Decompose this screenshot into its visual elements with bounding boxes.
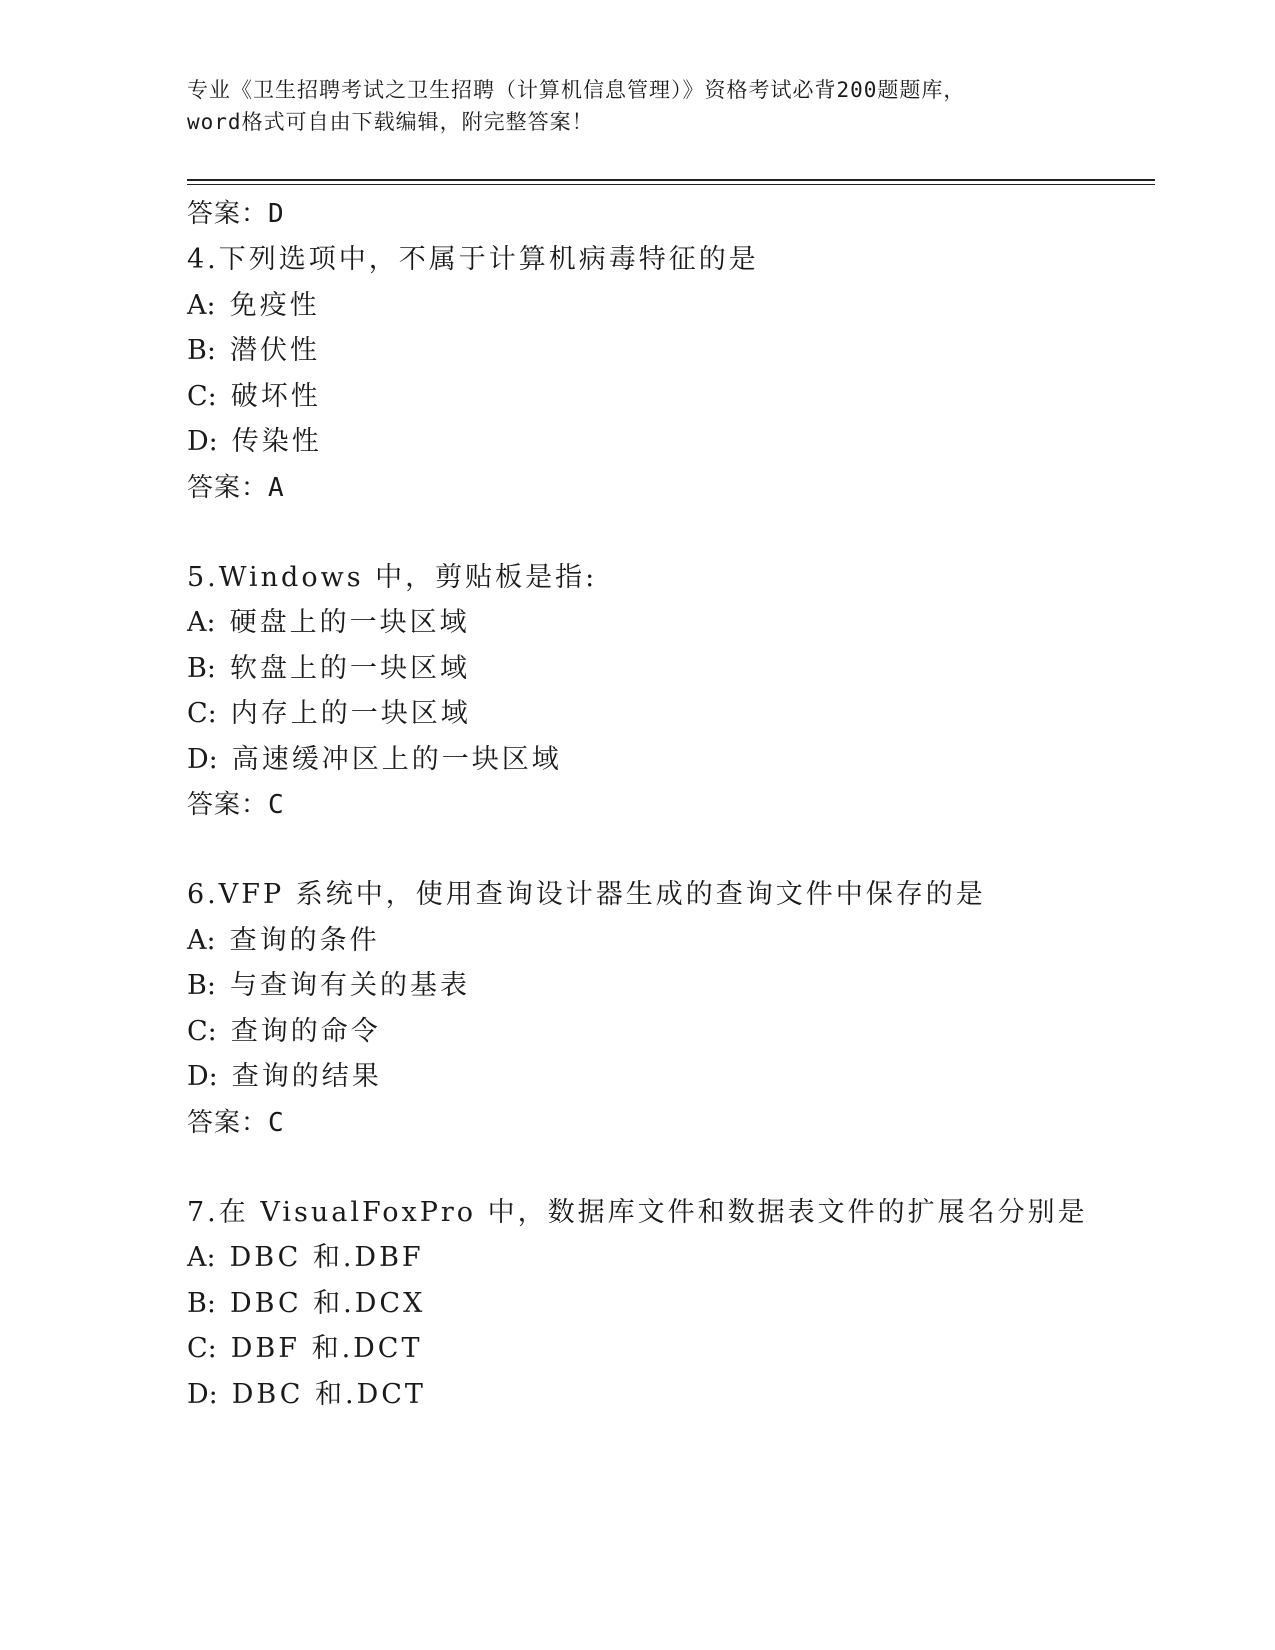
option-letter: B: (187, 335, 216, 366)
option-text: 高速缓冲区上的一块区域 (231, 743, 562, 775)
answer-value: A (268, 472, 284, 503)
option-letter: D: (187, 1061, 218, 1092)
option-text: DBC 和.DCX (229, 1287, 426, 1319)
option-text: 免疫性 (229, 289, 320, 321)
question-option (187, 328, 1155, 374)
question-answer (187, 1100, 1155, 1146)
question-option (187, 1009, 1155, 1055)
header-line-1: 专业《卫生招聘考试之卫生招聘（计算机信息管理）》资格考试必背200题题库， (187, 78, 966, 102)
question-option (187, 737, 1155, 783)
option-text: 软盘上的一块区域 (229, 652, 470, 684)
header-divider-thick (187, 179, 1155, 181)
option-letter: D: (187, 1378, 218, 1410)
option-text: DBF 和.DCT (230, 1333, 423, 1364)
answer-value: D (268, 199, 284, 229)
option-letter: A: (187, 289, 216, 321)
option-text: 传染性 (231, 426, 322, 457)
answer-label: 答案： (187, 199, 269, 229)
option-letter: C: (187, 698, 217, 729)
option-text: DBC 和.DBF (229, 1242, 424, 1273)
header-divider-thin (187, 184, 1155, 185)
option-letter: D: (187, 743, 218, 775)
question-option (187, 419, 1155, 465)
header-line-2: word格式可自由下载编辑，附完整答案！ (187, 110, 594, 134)
option-letter: C: (187, 380, 217, 412)
question-option (187, 600, 1155, 646)
option-text: 查询的结果 (231, 1061, 382, 1092)
question-option (187, 374, 1155, 420)
question-option (187, 1054, 1155, 1100)
answer-value: C (268, 1107, 284, 1138)
option-letter: C: (187, 1333, 217, 1364)
question-block (187, 555, 1155, 829)
option-text: 硬盘上的一块区域 (229, 607, 470, 638)
answer-label: 答案： (187, 1107, 269, 1138)
question-title: 5.Windows 中，剪贴板是指: (187, 561, 598, 593)
option-letter: A: (187, 924, 216, 956)
question-answer (187, 782, 1155, 828)
question-block (187, 872, 1155, 1146)
option-text: 潜伏性 (229, 335, 320, 366)
option-letter: A: (187, 607, 216, 638)
question-title: 4.下列选项中，不属于计算机病毒特征的是 (187, 244, 759, 275)
question-block (187, 237, 1155, 511)
option-letter: C: (187, 1015, 217, 1047)
document-header (187, 74, 1087, 138)
answer-label: 答案： (187, 790, 269, 820)
option-letter: D: (187, 426, 218, 457)
question-option (187, 646, 1155, 692)
option-letter: B: (187, 1287, 216, 1319)
option-letter: A: (187, 1242, 216, 1273)
question-title: 6.VFP 系统中，使用查询设计器生成的查询文件中保存的是 (187, 879, 986, 910)
question-title: 7.在 VisualFoxPro 中，数据库文件和数据表文件的扩展名分别是 (187, 1196, 1088, 1228)
option-letter: B: (187, 652, 216, 684)
option-letter: B: (187, 970, 216, 1001)
question-option (187, 1326, 1155, 1372)
answer-value: C (268, 790, 284, 820)
question-option (187, 283, 1155, 329)
previous-answer (187, 191, 1155, 237)
question-option (187, 963, 1155, 1009)
question-answer (187, 465, 1155, 511)
option-text: 查询的命令 (230, 1015, 381, 1047)
question-option (187, 1235, 1155, 1281)
questions-container (187, 237, 1155, 1417)
question-list (187, 191, 1155, 1417)
option-text: DBC 和.DCT (231, 1378, 426, 1410)
question-option (187, 1372, 1155, 1418)
answer-label: 答案： (187, 472, 269, 503)
question-block (187, 1190, 1155, 1418)
option-text: 内存上的一块区域 (230, 698, 471, 729)
question-option (187, 1281, 1155, 1327)
question-option (187, 691, 1155, 737)
question-option (187, 918, 1155, 964)
option-text: 破坏性 (230, 380, 321, 412)
option-text: 查询的条件 (229, 924, 380, 956)
option-text: 与查询有关的基表 (229, 970, 470, 1001)
